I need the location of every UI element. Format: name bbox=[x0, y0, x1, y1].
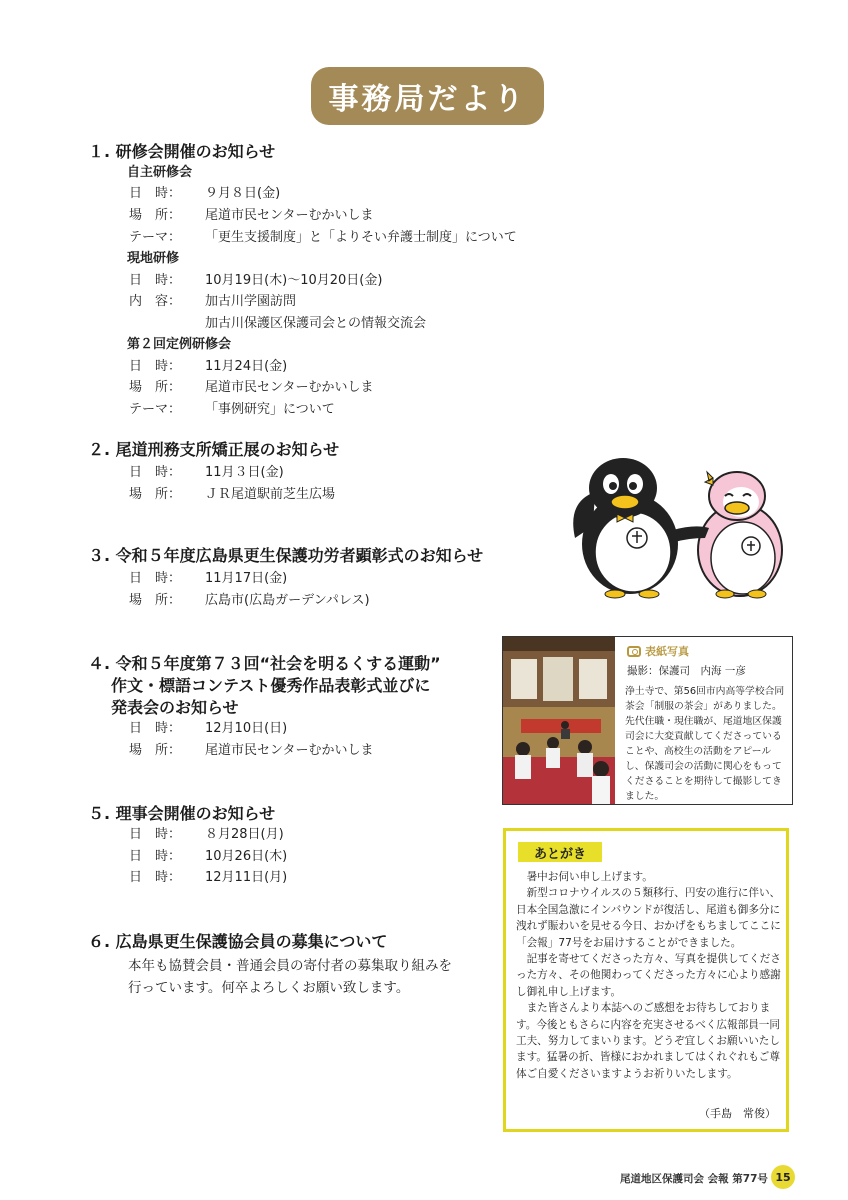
cover-photo bbox=[503, 637, 615, 804]
subsection-title: 自主研修会 bbox=[127, 165, 193, 180]
afterword-signature: （手島 常俊） bbox=[699, 1107, 776, 1120]
section-2-heading: ２. 尾道刑務支所矯正展のお知らせ bbox=[88, 440, 340, 459]
afterword-paragraph: 新型コロナウイルスの５類移行、円安の進行に伴い、日本全国急激にインバウンドが復活し、尾道も御多分に洩れず賑わいを見せる今日、おかげをもちましてここに「会報」77号をお届けすることができました。 bbox=[516, 887, 781, 949]
section-4-heading-line: 作文・標語コンテスト優秀作品表彰式並びに bbox=[111, 676, 431, 695]
afterword-title: あとがき bbox=[518, 842, 602, 862]
section-3-heading: ３. 令和５年度広島県更生保護功労者顕彰式のお知らせ bbox=[88, 546, 484, 565]
penguin-mascots-illustration bbox=[565, 452, 795, 600]
section-4-heading: ４. 令和５年度第７３回“社会を明るくする運動” bbox=[88, 654, 441, 673]
afterword-body bbox=[516, 869, 784, 1082]
afterword-paragraph: 記事を寄せてくださった方々、写真を提供してくださった方々、その他関わってくださった方々に心より感謝し御礼申し上げます。 bbox=[516, 953, 781, 998]
afterword-paragraph: 暑中お伺い申し上げます。 bbox=[526, 871, 653, 883]
subsection-title: 現地研修 bbox=[127, 251, 180, 266]
page-number: 15 bbox=[771, 1165, 795, 1189]
section-6-text: 本年も協賛会員・普通会員の寄付者の募集取り組みを bbox=[128, 958, 452, 974]
page-title: 事務局だより bbox=[311, 67, 544, 125]
section-1-heading: １. 研修会開催のお知らせ bbox=[88, 142, 276, 161]
section-6-text: 行っています。何卒よろしくお願い致します。 bbox=[128, 980, 410, 996]
tea-ceremony-photo-icon bbox=[503, 637, 615, 804]
subsection-title: 第２回定例研修会 bbox=[127, 337, 232, 352]
cover-description: 浄土寺で、第56回市内高等学校合同茶会「制服の茶会」がありました。先代住職・現住職が、尾道地区保護司会に大変貢献してくださっていることや、高校生の活動をアピールし、保護司会の活動に関心をもってくださることを期待して撮影してきました。 bbox=[625, 686, 785, 802]
section-4-heading-line: 発表会のお知らせ bbox=[111, 698, 239, 717]
afterword-paragraph: また皆さんより本誌へのご感想をお待ちしております。今後ともさらに内容を充実させるべく広報部員一同工夫、努力してまいります。どうぞ宜しくお願いいたします。猛暑の折、皆様におかれましてはくれぐれもご尊体ご自愛くださいますようお祈りいたします。 bbox=[516, 1002, 780, 1080]
cover-label: 表紙写真 bbox=[627, 643, 689, 659]
cover-photo-box bbox=[502, 636, 793, 805]
publication-footer: 尾道地区保護司会 会報 第77号 bbox=[620, 1173, 768, 1185]
cover-credit: 撮影：保護司 内海 一彦 bbox=[627, 665, 746, 677]
section-5-heading: ５. 理事会開催のお知らせ bbox=[88, 804, 276, 823]
camera-icon bbox=[627, 646, 641, 657]
black-penguin-icon bbox=[573, 458, 709, 598]
section-6-heading: ６. 広島県更生保護協会員の募集について bbox=[88, 932, 388, 951]
pink-penguin-icon bbox=[698, 472, 782, 598]
afterword-box bbox=[503, 828, 789, 1132]
